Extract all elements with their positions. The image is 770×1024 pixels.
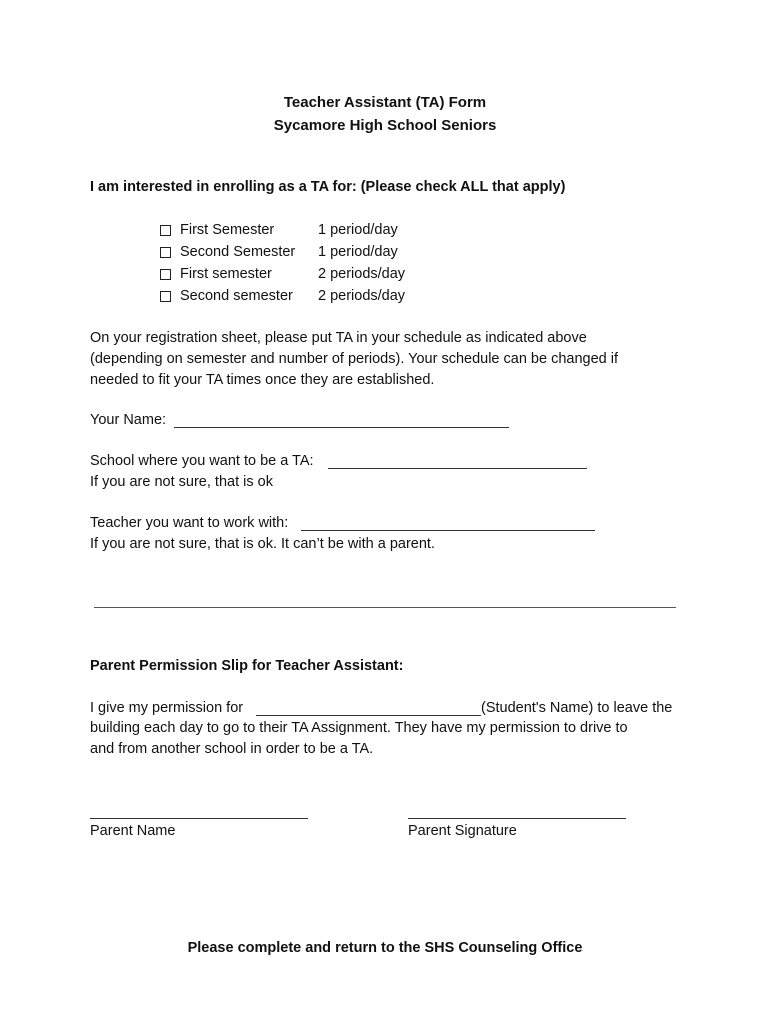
option-periods: 1 period/day: [318, 222, 398, 238]
option-row[interactable]: [160, 219, 398, 241]
instructions-line: needed to fit your TA times once they are established.: [90, 372, 435, 388]
name-input-line[interactable]: [174, 427, 509, 428]
form-subtitle: Sycamore High School Seniors: [273, 117, 497, 134]
school-label: School where you want to be a TA:: [90, 453, 314, 469]
instructions-line: (depending on semester and number of periods). Your schedule can be changed if: [90, 351, 618, 367]
option-row[interactable]: [160, 263, 405, 285]
enroll-heading: I am interested in enrolling as a TA for: (Please check ALL that apply): [90, 179, 566, 195]
student-name-input-line[interactable]: [256, 715, 481, 716]
instructions-line: On your registration sheet, please put TA in your schedule as indicated above: [90, 330, 587, 346]
parent-signature-input-line[interactable]: [408, 818, 626, 819]
form-title: Teacher Assistant (TA) Form: [283, 94, 487, 111]
option-label: First Semester: [180, 222, 275, 238]
permission-line: building each day to go to their TA Assignment. They have my permission to drive to: [90, 720, 628, 736]
option-periods: 1 period/day: [318, 244, 398, 260]
option-label: First semester: [180, 266, 272, 282]
option-label: Second semester: [180, 288, 293, 304]
option-row[interactable]: [160, 241, 398, 263]
option-periods: 2 periods/day: [318, 288, 406, 304]
checkbox[interactable]: [160, 247, 171, 258]
teacher-label: Teacher you want to work with:: [90, 515, 289, 531]
name-label: Your Name:: [90, 412, 167, 428]
school-input-line[interactable]: [328, 468, 587, 469]
permission-heading: Parent Permission Slip for Teacher Assistant:: [90, 658, 404, 674]
teacher-note: If you are not sure, that is ok. It can’t be with a parent.: [90, 536, 435, 552]
checkbox[interactable]: [160, 225, 171, 236]
option-periods: 2 periods/day: [318, 266, 406, 282]
permission-line-suffix: (Student's Name) to leave the: [481, 700, 673, 716]
teacher-input-line[interactable]: [301, 530, 595, 531]
parent-signature-label: Parent Signature: [408, 823, 517, 839]
permission-line-prefix: I give my permission for: [90, 700, 244, 716]
option-row[interactable]: [160, 285, 405, 307]
section-divider: [94, 607, 676, 608]
parent-name-input-line[interactable]: [90, 818, 308, 819]
instructions-paragraph: [90, 328, 618, 391]
checkbox[interactable]: [160, 269, 171, 280]
school-note: If you are not sure, that is ok: [90, 474, 273, 490]
permission-line: and from another school in order to be a TA.: [90, 741, 374, 757]
parent-name-label: Parent Name: [90, 823, 176, 839]
option-label: Second Semester: [180, 244, 296, 260]
checkbox[interactable]: [160, 291, 171, 302]
footer-note: Please complete and return to the SHS Counseling Office: [187, 940, 583, 956]
